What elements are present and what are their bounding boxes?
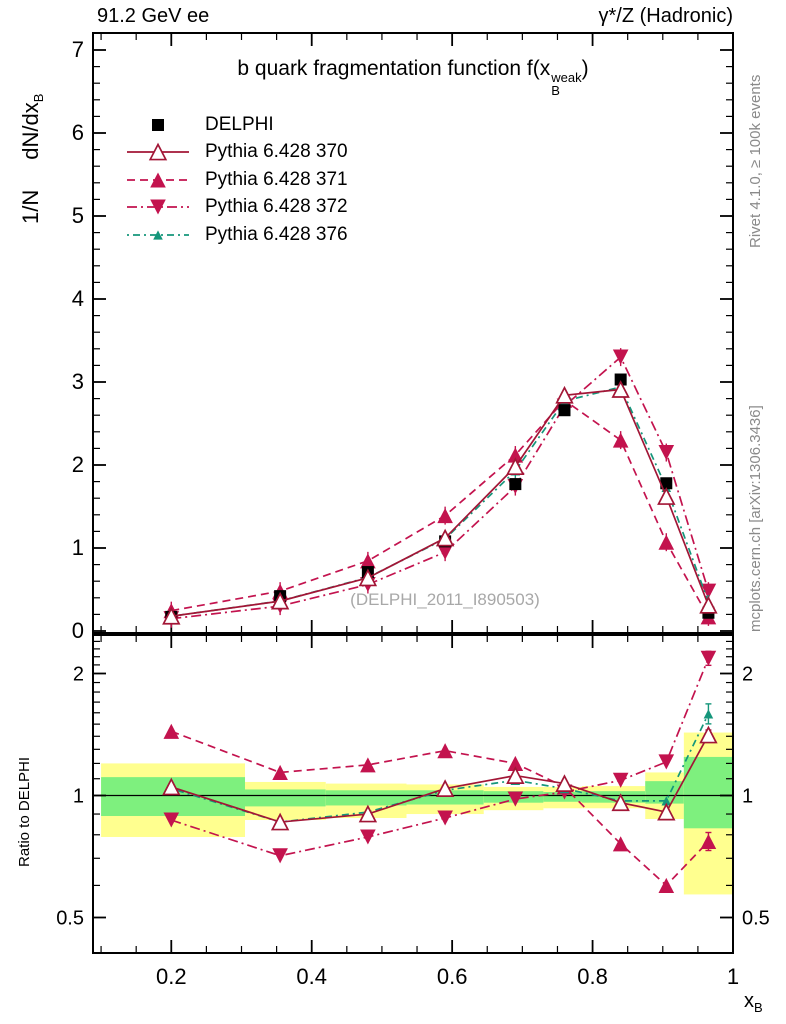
data-marker-square — [152, 119, 164, 131]
y-tick-label: 2 — [71, 452, 84, 477]
legend-sample-delphi — [127, 115, 189, 135]
legend-label: Pythia 6.428 370 — [205, 141, 348, 163]
plot-title-sub: B — [551, 83, 560, 98]
y-tick-label: 1 — [71, 535, 84, 560]
series-main-p376 — [166, 380, 713, 623]
series-main-p372 — [163, 348, 716, 628]
legend-sample-art — [127, 200, 189, 215]
legend-sample-art — [152, 119, 164, 131]
data-marker-triangle-up — [704, 709, 714, 718]
data-marker-square — [558, 404, 570, 416]
legend-sample-p376 — [127, 225, 189, 245]
data-marker-triangle-up — [658, 878, 674, 893]
legend — [127, 111, 348, 249]
plot-title-suffix: ) — [581, 57, 589, 80]
plot-title — [93, 57, 733, 97]
legend-item-delphi — [127, 111, 348, 139]
data-marker-triangle-down — [658, 754, 674, 769]
header-beam-energy: 91.2 GeV ee — [97, 5, 210, 27]
data-marker-triangle-open — [658, 489, 674, 504]
x-tick-label: 0.4 — [296, 964, 328, 989]
x-tick-label: 1 — [726, 964, 740, 989]
data-marker-triangle-down — [272, 848, 288, 863]
legend-sample-art — [127, 230, 189, 239]
data-marker-triangle-open — [557, 776, 573, 791]
data-marker-triangle-down — [360, 829, 376, 844]
x-axis-label-base: x — [744, 990, 754, 1012]
x-tick-label: 0.8 — [577, 964, 608, 989]
y-tick-label: 6 — [71, 120, 84, 145]
rivet-version-note: Rivet 4.1.0, ≥ 100k events — [747, 74, 764, 248]
legend-item-p371 — [127, 166, 348, 194]
band-green — [326, 790, 407, 805]
data-marker-triangle-down — [437, 810, 453, 825]
plot-title-sup: weak — [551, 70, 582, 85]
ratio-uncertainty-bands — [101, 733, 733, 895]
data-marker-triangle-up — [150, 172, 166, 187]
ratio-tick-label-right: 2 — [742, 663, 754, 686]
legend-sample-art — [127, 145, 189, 160]
plot-title-text: b quark fragmentation function f(x — [237, 57, 551, 80]
y-axis-label — [18, 94, 46, 224]
series-line-p370 — [171, 389, 708, 616]
data-marker-triangle-down — [658, 445, 674, 460]
y-axis-label-sub: B — [31, 93, 46, 103]
y-tick-label: 5 — [71, 203, 84, 228]
y-tick-label: 0 — [71, 618, 84, 643]
y-axis-label-deriv: dN/dx — [18, 102, 43, 160]
data-marker-triangle-up — [437, 743, 453, 758]
legend-sample-p372 — [127, 197, 189, 217]
legend-sample-p370 — [127, 142, 189, 162]
header-process: γ*/Z (Hadronic) — [598, 5, 733, 27]
ratio-tick-label-right: 0.5 — [742, 907, 770, 930]
band-green — [245, 789, 326, 806]
y-axis-label-norm: 1/N — [18, 189, 43, 224]
ratio-tick-label-left: 2 — [72, 663, 84, 686]
series-line-p371 — [171, 400, 708, 617]
y-tick-label: 7 — [71, 37, 84, 62]
series-main-p370 — [163, 382, 716, 624]
series-line-p376 — [171, 387, 708, 616]
legend-sample-p371 — [127, 170, 189, 190]
x-axis-label-sub: B — [754, 1000, 763, 1015]
x-tick-label: 0.6 — [436, 964, 468, 989]
analysis-watermark: (DELPHI_2011_I890503) — [350, 590, 540, 609]
data-marker-square — [509, 478, 521, 490]
legend-item-p376 — [127, 221, 348, 249]
data-marker-triangle-up — [613, 433, 629, 448]
mcplots-arxiv-note: mcplots.cern.ch [arXiv:1306.3436] — [747, 405, 764, 632]
legend-sample-art — [127, 172, 189, 187]
legend-label: DELPHI — [205, 113, 274, 135]
legend-label: Pythia 6.428 372 — [205, 196, 348, 218]
ratio-tick-label-left: 0.5 — [56, 907, 84, 930]
data-marker-triangle-up — [163, 724, 179, 739]
legend-item-p372 — [127, 194, 348, 222]
data-marker-triangle-down — [701, 651, 717, 666]
data-marker-triangle-down — [613, 773, 629, 788]
ratio-axis-label: Ratio to DELPHI — [16, 756, 33, 867]
x-tick-label: 0.2 — [155, 964, 187, 989]
y-tick-label: 3 — [71, 369, 84, 394]
ratio-tick-label-left: 1 — [72, 785, 84, 808]
ratio-tick-label-right: 1 — [742, 785, 754, 808]
data-marker-triangle-open — [701, 598, 717, 613]
x-axis-label — [744, 990, 763, 1015]
legend-label: Pythia 6.428 371 — [205, 168, 348, 190]
legend-label: Pythia 6.428 376 — [205, 223, 348, 245]
y-tick-label: 4 — [71, 286, 84, 311]
data-marker-triangle-up — [658, 535, 674, 550]
legend-item-p370 — [127, 139, 348, 167]
plot-title-supsub — [551, 71, 581, 97]
